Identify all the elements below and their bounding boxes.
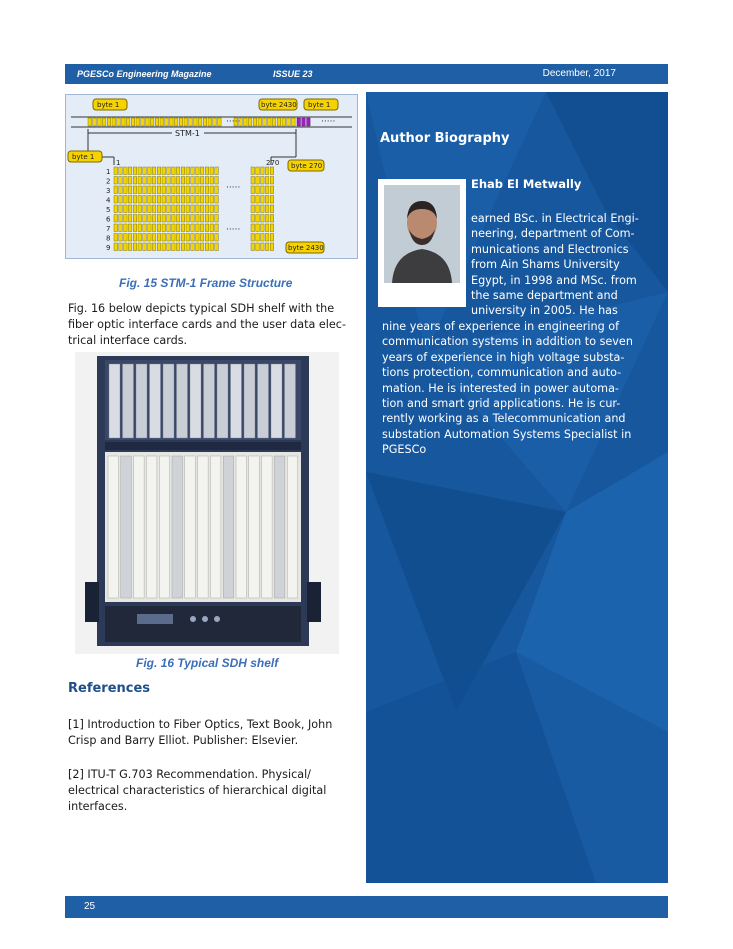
- magazine-header: [65, 64, 668, 84]
- bio-line: munications and Electronics: [471, 242, 629, 256]
- bio-line: earned BSc. in Electrical Engi-: [471, 212, 639, 225]
- page-number: 25: [84, 901, 96, 912]
- intro-paragraph: [68, 301, 361, 349]
- page-footer: [65, 896, 668, 918]
- intro-line: Fig. 16 below depicts typical SDH shelf with the: [68, 302, 335, 315]
- reference-line: [1] Introduction to Fiber Optics, Text Book, John: [68, 718, 333, 731]
- bio-line: PGESCo: [382, 443, 427, 457]
- author-name: Ehab El Metwally: [471, 177, 582, 191]
- bio-line: substation Automation Systems Specialist in: [382, 427, 632, 441]
- bio-line: from Ain Shams University: [471, 258, 620, 272]
- row-number: 6: [106, 215, 111, 224]
- bio-line: neering, department of Com-: [471, 227, 635, 241]
- tag-byte1-left: byte 1: [72, 153, 95, 161]
- row-number: 5: [106, 206, 111, 214]
- svg-text:·····: ·····: [226, 117, 241, 127]
- intro-line: trical interface cards.: [68, 334, 188, 347]
- row-number: 2: [106, 177, 111, 186]
- intro-line: fiber optic interface cards and the user data elec-: [68, 318, 346, 331]
- row-number: 9: [106, 244, 111, 252]
- row-number: 1: [106, 168, 111, 176]
- author-portrait: [384, 185, 460, 283]
- stm1-label: STM-1: [175, 129, 200, 138]
- stm1-frame-diagram: [66, 95, 357, 258]
- issue-label: ISSUE 23: [273, 69, 313, 79]
- references-heading: References: [68, 681, 151, 696]
- biography-text-narrow: [471, 211, 647, 319]
- reference-line: [2] ITU-T G.703 Recommendation. Physical/: [68, 768, 311, 781]
- row-number: 3: [106, 187, 111, 195]
- stm1-frame-figure: [65, 94, 358, 259]
- col-270-number: 270: [266, 159, 280, 167]
- biography-text-wide: [382, 319, 647, 458]
- reference-2: [68, 767, 361, 815]
- tag-byte270: byte 270: [291, 162, 323, 170]
- col-1-number: 1: [116, 159, 121, 167]
- bio-line: Egypt, in 1998 and MSc. from: [471, 273, 637, 287]
- reference-line: Crisp and Barry Elliot. Publisher: Elsevier.: [68, 734, 299, 747]
- tag-byte1-top: byte 1: [97, 101, 120, 109]
- author-photo: [378, 179, 466, 307]
- tag-byte2430-top: byte 2430: [261, 101, 297, 109]
- row-number: 4: [106, 196, 111, 205]
- bio-line: mation. He is interested in power automa-: [382, 381, 619, 395]
- tag-byte1-right: byte 1: [308, 101, 331, 109]
- reference-line: electrical characteristics of hierarchical digital: [68, 784, 327, 797]
- sdh-shelf-illustration: [75, 352, 339, 654]
- issue-date: December, 2017: [542, 68, 616, 79]
- row-number: 7: [106, 225, 111, 233]
- author-biography-panel: [366, 92, 668, 883]
- biography-title: Author Biography: [380, 131, 510, 146]
- sdh-shelf-image: [75, 352, 339, 654]
- figure-15-caption: Fig. 15 STM-1 Frame Structure: [119, 276, 293, 290]
- reference-line: interfaces.: [68, 800, 128, 813]
- bio-line: communication systems in addition to seven: [382, 335, 633, 349]
- bio-line: years of experience in high voltage substa-: [382, 350, 625, 364]
- svg-text:·····: ·····: [226, 183, 241, 193]
- magazine-title: PGESCo Engineering Magazine: [77, 69, 212, 79]
- figure-16-caption: Fig. 16 Typical SDH shelf: [136, 656, 279, 670]
- reference-1: [68, 717, 361, 749]
- bio-line: tions protection, communication and auto-: [382, 366, 622, 380]
- row-number: 8: [106, 234, 111, 243]
- svg-text:·····: ·····: [321, 117, 336, 127]
- tag-byte2430-bottom: byte 2430: [288, 244, 324, 252]
- bio-line: nine years of experience in engineering of: [382, 320, 620, 333]
- bio-line: tion and smart grid applications. He is cur-: [382, 397, 621, 411]
- bio-line: rently working as a Telecommunication and: [382, 412, 626, 426]
- bio-line: university in 2005. He has: [471, 304, 618, 318]
- bio-line: the same department and: [471, 289, 618, 303]
- svg-text:·····: ·····: [226, 225, 241, 235]
